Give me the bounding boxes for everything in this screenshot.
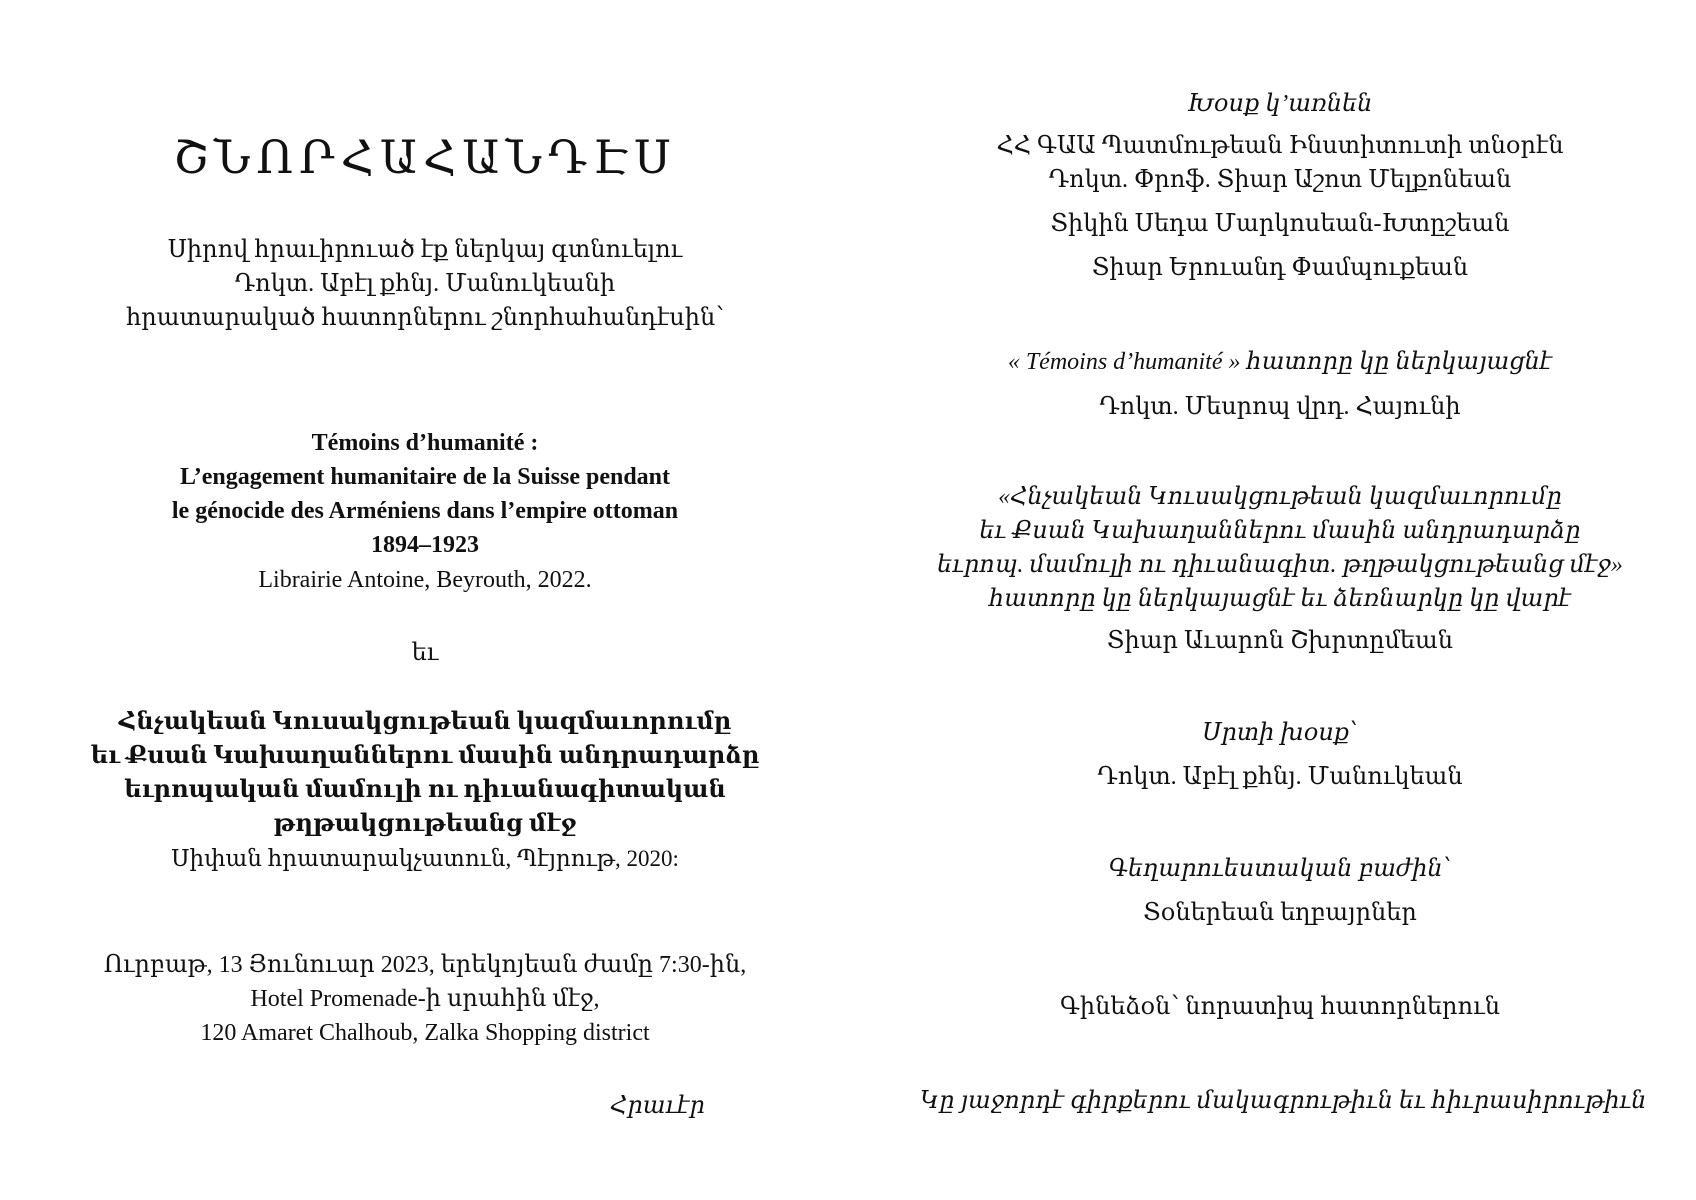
book2-presenter: Տիար Աւարոն Շխրտըմեան [1106, 628, 1454, 654]
book2-title-line: թղթակցութեանց մէջ [273, 811, 577, 837]
book1-presenter: Դոկտ. Մեսրոպ վրդ. Հայունի [1099, 394, 1461, 420]
invitation-signoff: Հրաւէր [610, 1093, 705, 1119]
book1-year: 1894–1923 [371, 532, 479, 558]
reception-line: Գինեձօն՝ նորատիպ հատորներուն [1060, 994, 1500, 1020]
invite-line: Սիրով հրաւիրուած էք ներկայ գտնուելու [167, 237, 683, 263]
speaker-line: Տիար Երուանդ Փամպուքեան [1091, 255, 1469, 281]
event-venue: Hotel Promenade-ի սրահին մէջ, [250, 986, 600, 1012]
book2-title-line: Հնչակեան Կուսակցութեան կազմաւորումը [118, 709, 732, 735]
speaker-line: ՀՀ ԳԱԱ Պատմութեան Ինստիտուտի տնօրէն [996, 133, 1564, 159]
invitation-left-page [90, 0, 760, 1200]
speaker-line: Դոկտ. Փրոֆ. Տիար Աշոտ Մելքոնեան [1048, 167, 1512, 193]
art-performers: Տօներեան եղբայրներ [1143, 900, 1417, 926]
book1-title-line: L’engagement humanitaire de la Suisse pendant [179, 464, 671, 490]
speakers-heading: Խօսք կ’առնեն [1187, 91, 1373, 117]
book2-presentation-heading: եւ Քսան Կախաղաններու մասին անդրադարձը [979, 518, 1581, 544]
book2-presentation-heading: եւրոպ. մամուլի ու դիւանագիտ. թղթակցութեանց մէջ» [937, 552, 1623, 578]
invite-line: Դոկտ. Աբէլ քհնյ. Մանուկեանի [234, 271, 616, 297]
program-right-page [920, 0, 1647, 1200]
event-title: ՇՆՈՐՀԱՀԱՆԴԷՍ [173, 132, 677, 183]
thanks-speaker: Դոկտ. Աբէլ քհնյ. Մանուկեան [1097, 764, 1463, 790]
book2-presentation-heading: հատորը կը ներկայացնէ եւ ձեռնարկը կը վարէ [988, 586, 1572, 612]
event-address: 120 Amaret Chalhoub, Zalka Shopping district [200, 1020, 650, 1046]
invite-line: հրատարակած հատորներու շնորհահանդէսին՝ [126, 305, 724, 331]
book1-title-line: Témoins d’humanité : [311, 430, 539, 456]
speaker-line: Տիկին Սեդա Մարկոսեան-Խտըշեան [1050, 211, 1510, 237]
event-datetime: Ուրբաթ, 13 Յունուար 2023, երեկոյեան ժամը 7:30-ին, [103, 952, 747, 978]
book2-title-line: եւ Քսան Կախաղաններու մասին անդրադարձը [90, 743, 760, 769]
art-heading: Գեղարուեստական բաժին՝ [1108, 856, 1452, 882]
conjunction-and: եւ [411, 640, 439, 666]
book1-publisher: Librairie Antoine, Beyrouth, 2022. [258, 567, 592, 593]
book1-title-line: le génocide des Arméniens dans l’empire ottoman [171, 498, 679, 524]
book2-publisher: Սիփան հրատարակչատուն, Պէյրութ, 2020: [171, 846, 679, 871]
book1-presentation-heading: « Témoins d’humanité » հատորը կը ներկայացնէ [1007, 349, 1553, 375]
book2-title-line: եւրոպական մամուլի ու դիւանագիտական [124, 777, 726, 803]
thanks-heading: Սրտի խօսք՝ [1202, 720, 1358, 746]
closing-line: Կը յաջորդէ գիրքերու մակագրութիւն եւ հիւրասիրութիւն [920, 1088, 1647, 1114]
book2-presentation-heading: «Հնչակեան Կուսակցութեան կազմաւորումը [998, 484, 1562, 510]
